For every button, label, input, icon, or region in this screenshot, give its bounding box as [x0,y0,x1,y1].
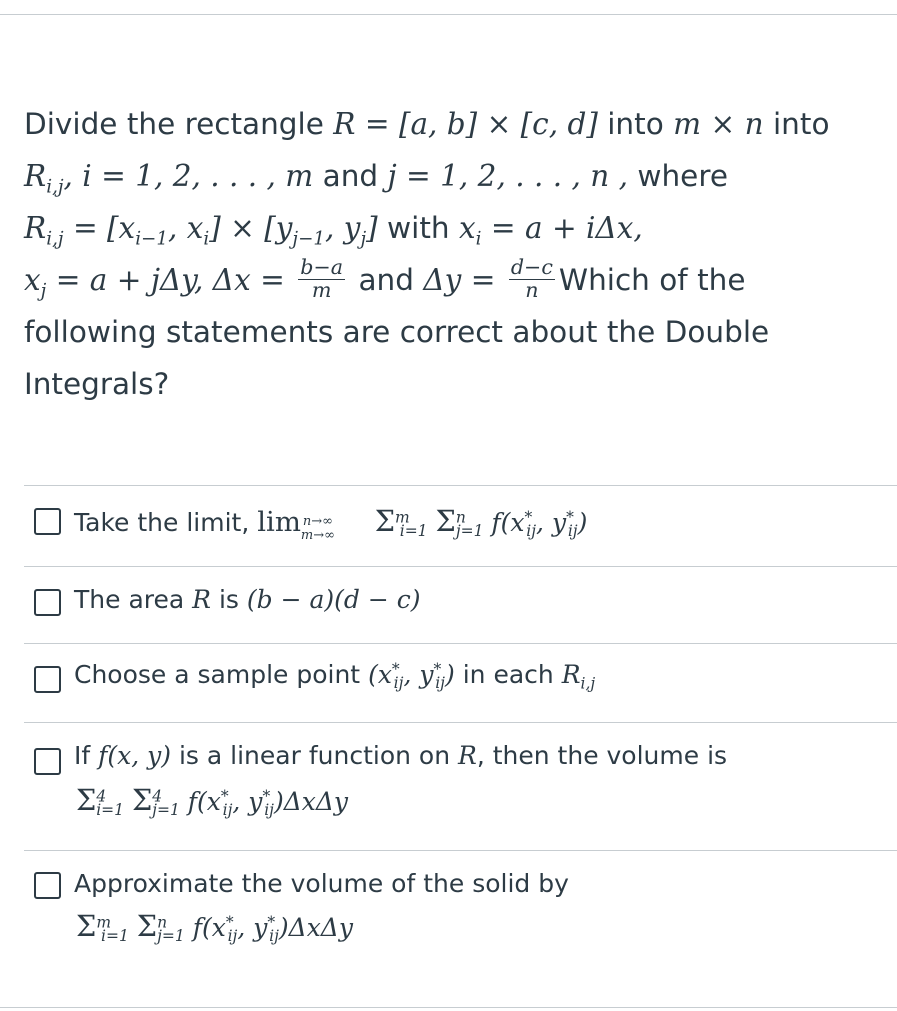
question-text-part: into [772,107,830,141]
answer-option-1[interactable] [24,485,897,566]
subscript: j−1 [292,228,326,250]
sum-upper: m [96,913,112,932]
question-line-1 [24,98,874,150]
checkbox[interactable] [34,666,61,693]
math-part: f(x [187,787,221,816]
fraction-denominator: m [311,278,332,302]
sum-lower: i=1 [101,927,129,946]
math-part: , x [167,211,204,245]
math-part: ] × [y [209,211,293,245]
subrectangle-symbol: R [24,159,47,193]
answer-text: is a linear function on [178,741,451,770]
subscript: ij [526,522,537,541]
top-divider [0,14,897,15]
answer-text: Approximate the volume of the solid by [74,869,569,898]
subscript: i−1 [135,228,168,250]
math-part: x [459,211,476,245]
fraction-numerator: d−c [510,255,553,280]
answer-option-5[interactable] [24,850,897,1009]
question-line-2 [24,150,874,202]
fraction-dy [509,257,555,301]
subscript: i,j [580,674,596,693]
answer-formula: $\Sigma^4_{i=1}$ $\Sigma^4_{j=1}$ $f(x^*_{ij}$, $y^*_{ij})\Delta x\Delta y$ [76,783,349,820]
math-part: , y [232,787,263,816]
subscript: i,j [46,176,64,198]
fraction-numerator: b−a [300,255,344,280]
answer-label [74,741,727,770]
math-part: ) [444,660,455,689]
answer-option-2[interactable] [24,566,897,643]
subscript: j [40,280,47,302]
sum-upper: 4 [96,787,107,806]
rectangle-definition: R = [a, b] × [c, d] [333,107,598,141]
math-part: f(x, y) [98,741,172,770]
question-line-4 [24,254,874,306]
subscript: i [203,228,210,250]
subscript: ij [264,801,274,820]
limit-n: n→∞ [302,513,333,529]
checkbox[interactable] [34,589,61,616]
subscript: i [475,228,482,250]
subscript: ij [393,674,404,693]
answer-option-3[interactable] [24,643,897,722]
index-range-j: j = 1, 2, . . . , n , [387,159,628,193]
question-text-part: into [607,107,664,141]
question-text-part: and [358,263,414,297]
checkbox[interactable] [34,508,61,535]
sum-lower: i=1 [399,522,428,541]
subrectangle-symbol: R [24,211,47,245]
math-part: = a + jΔy, Δx = [55,263,285,297]
math-part: R [458,741,477,770]
question-text [24,98,874,410]
answer-text: is [218,585,239,614]
bottom-divider [0,1007,897,1008]
sum-symbol: Σ [374,504,396,538]
answer-label [74,585,420,614]
question-text-part: Divide the rectangle [24,107,324,141]
area-expression: (b − a)(d − c) [246,585,421,614]
limit-m: m→∞ [300,527,335,543]
subscript: ij [222,801,233,820]
answer-label: Take the limit, lim n→∞ m→∞ $\Sigma^m_{i=1}$ $\Sigma^n_{j=1}$ $f(x^*_{ij}$, $y^*_{ij}$) [74,504,588,543]
checkbox[interactable] [34,748,61,775]
question-text-part: with [387,211,450,245]
math-part: f(x [491,508,525,537]
sum-lower: i=1 [96,801,125,820]
question-text-part: Which of the [558,263,746,297]
answer-text: Choose a sample point [74,660,361,689]
answer-label: Choose a sample point ($x^*_{ij}$, $y^*_{ij}$) in each $R_{i,j}$ [74,660,596,693]
sum-upper: n [455,508,466,527]
fraction-denominator: n [525,278,539,302]
sum-upper: 4 [152,787,163,806]
question-text-part: and [322,159,379,193]
question-line-6: Integrals? [24,367,170,401]
subscript: ij [435,674,445,693]
math-part: )ΔxΔy [278,913,353,942]
question-text-part: where [637,159,728,193]
sum-lower: j=1 [455,522,484,541]
answer-text: The area [74,585,185,614]
sum-upper: m [395,508,410,527]
limit-subscript [301,515,335,544]
sum-lower: j=1 [152,801,180,820]
math-part: , y [403,660,434,689]
math-part: R [192,585,211,614]
math-part: R [561,660,581,689]
answer-formula: $\Sigma^m_{i=1}$ $\Sigma^n_{j=1}$ $f(x^*_{ij}$, $y^*_{ij})\Delta x\Delta y$ [76,909,353,946]
checkbox[interactable] [34,872,61,899]
answer-text: Take the limit, [74,508,250,537]
math-part: , y [536,508,567,537]
limit-operator: lim [257,506,301,538]
sum-upper: n [157,913,168,932]
question-line-5: following statements are correct about the Double [24,315,770,349]
answer-text: in each [462,660,554,689]
math-part: Δy = [423,263,496,297]
math-part: = [x [72,211,136,245]
math-part: = a + iΔx, [490,211,643,245]
sum-symbol: Σ [435,504,456,538]
math-part: ) [577,508,588,537]
answer-text: If [74,741,91,770]
math-part: ] [366,211,378,245]
math-part: , y [237,913,268,942]
index-range-i: , i = 1, 2, . . . , m [63,159,314,193]
subscript: i,j [46,228,64,250]
sum-lower: j=1 [157,927,185,946]
subscript: ij [269,927,279,946]
math-part: (x [368,660,392,689]
math-part: , y [325,211,361,245]
math-part: x [24,263,41,297]
grid-size: m × n [673,107,764,141]
question-line-3 [24,202,874,254]
subscript: j [360,228,367,250]
fraction-dx [298,257,345,301]
math-part: f(x [192,913,226,942]
answer-list [24,485,897,1009]
answer-option-4[interactable] [24,722,897,850]
math-part: )ΔxΔy [273,787,349,816]
subscript: ij [227,927,238,946]
answer-text: , then the volume is [476,741,728,770]
subscript: ij [567,522,578,541]
